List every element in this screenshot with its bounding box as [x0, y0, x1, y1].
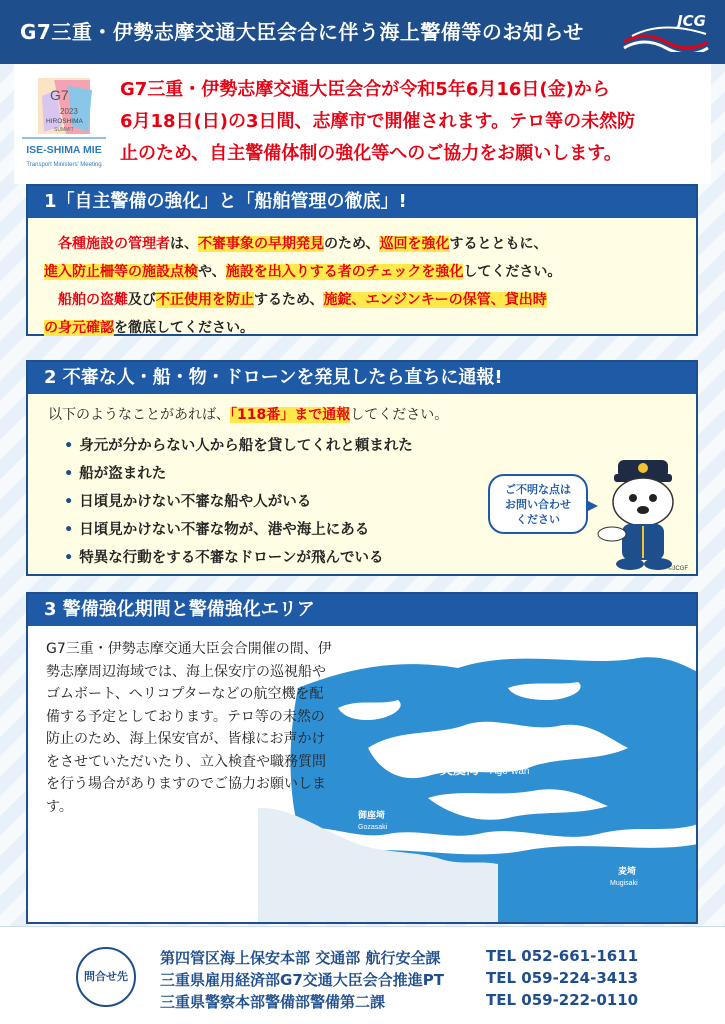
- g7-summit-logo: [20, 76, 108, 172]
- contact-footer: [0, 926, 725, 1024]
- intro-text: [120, 74, 700, 170]
- contact-badge: 問合せ先: [76, 947, 136, 1007]
- report-lead: [28, 394, 696, 424]
- intro-line: 6月18日(日)の3日間、志摩市で開催されます。テロ等の未然防: [120, 111, 636, 132]
- body-text: は、: [170, 236, 198, 252]
- logo-summit: SUMMIT: [54, 127, 74, 133]
- list-item-text: 特異な行動をする不審なドローンが飛んでいる: [79, 550, 384, 566]
- lead-text: してください。: [350, 407, 449, 423]
- contact-tel: TEL 059-224-3413: [486, 969, 639, 987]
- list-item: • 日頃見かけない不審な船や人がいる: [64, 494, 312, 510]
- contact-tel: TEL 052-661-1611: [486, 947, 639, 965]
- jcg-logo-text: JCG: [677, 12, 706, 30]
- map-label-cape1-en: Gozasaki: [358, 824, 388, 831]
- map-label-cape2: 麦埼: [618, 867, 637, 877]
- list-item-text: 船が盗まれた: [79, 466, 167, 482]
- emphasis-text: 船舶の盗難: [58, 292, 128, 308]
- highlighted-text: 施錠、エンジンキーの保管、貸出時: [323, 292, 547, 308]
- highlighted-text: 不正使用を防止: [156, 292, 254, 308]
- body-text: するとともに、: [449, 236, 548, 252]
- bubble-line: ご不明な点は: [505, 483, 571, 496]
- intro-panel: [14, 64, 711, 184]
- body-text: のため、: [324, 236, 380, 252]
- body-text: 及び: [128, 292, 156, 308]
- coast-guard-mascot-icon: [588, 454, 698, 574]
- security-paragraph: G7三重・伊勢志摩交通大臣会合開催の間、伊勢志摩周辺海域では、海上保安庁の巡視船やゴムボート、ヘリコプターなどの航空機を配備する予定としております。テロ等の未然の防止のため、海上保安官が、皆様にお声かけをさせていただいたり、立入検査や職務質問を行う場合がありますのでご協力お願いします。: [46, 641, 332, 815]
- map-label-cape2-en: Mugisaki: [610, 880, 638, 887]
- emphasis-text: 各種施設の管理者: [58, 236, 170, 252]
- list-item-text: 日頃見かけない不審な物が、港や海上にある: [79, 522, 370, 538]
- paragraph-line: [44, 258, 682, 286]
- highlighted-text: 不審事象の早期発見: [198, 236, 324, 252]
- lead-text: 以下のようなことがあれば、: [48, 407, 230, 423]
- paragraph-line: [44, 314, 682, 342]
- mascot-credit: ©JCGF: [667, 566, 689, 572]
- logo-g7: G7: [50, 87, 69, 103]
- section-self-security: [26, 184, 698, 336]
- contact-org: 三重県警察本部警備部警備第二課: [160, 993, 386, 1011]
- bubble-line: ください: [516, 513, 560, 526]
- list-item: • 特異な行動をする不審なドローンが飛んでいる: [64, 550, 384, 566]
- map-label-bay: 英虞湾: [440, 763, 480, 778]
- paragraph-line: [44, 286, 682, 314]
- logo-meeting: Transport Ministers' Meeting: [26, 162, 102, 168]
- contact-org: 第四管区海上保安本部 交通部 航行安全課: [160, 949, 441, 967]
- speech-bubble: [488, 474, 588, 534]
- section-security-area: [26, 592, 698, 924]
- section-body: [28, 218, 696, 342]
- page-header: [0, 0, 725, 64]
- body-text: するため、: [254, 292, 324, 308]
- emergency-number: 「118番」まで通報: [230, 407, 351, 423]
- section-title: 1「自主警備の強化」と「船舶管理の徹底」!: [28, 186, 696, 218]
- logo-year: 2023: [60, 107, 78, 116]
- highlighted-text: 進入防止柵等の施設点検: [44, 264, 198, 280]
- logo-brand: HIROSHIMA: [46, 118, 83, 125]
- intro-line: G7三重・伊勢志摩交通大臣会合が令和5年6月16日(金)から: [120, 79, 610, 100]
- list-item: • 船が盗まれた: [64, 466, 167, 482]
- list-item: • 日頃見かけない不審な物が、港や海上にある: [64, 522, 370, 538]
- highlighted-text: 施設を出入りする者のチェックを強化: [225, 264, 464, 280]
- section-title: 3 警備強化期間と警備強化エリア: [28, 594, 696, 626]
- map-label-bay-en: Ago-wan: [490, 766, 530, 777]
- body-text: してください。: [463, 264, 562, 280]
- contact-org: 三重県雇用経済部G7交通大臣会合推進PT: [160, 971, 444, 989]
- section-report: [26, 360, 698, 576]
- body-text: を徹底してください。: [114, 320, 254, 336]
- intro-line: 止のため、自主警備体制の強化等へのご協力をお願いします。: [120, 143, 622, 164]
- highlighted-text: 巡回を強化: [379, 236, 450, 252]
- jcg-logo: [622, 12, 710, 52]
- contact-tel: TEL 059-222-0110: [486, 991, 639, 1009]
- list-item-text: 身元が分からない人から船を貸してくれと頼まれた: [79, 438, 413, 454]
- list-item-text: 日頃見かけない不審な船や人がいる: [79, 494, 312, 510]
- body-text: や、: [198, 264, 226, 280]
- highlighted-text: の身元確認: [44, 320, 114, 336]
- paragraph-line: [44, 230, 682, 258]
- map-label-cape1: 御座埼: [358, 811, 386, 821]
- section-title: 2 不審な人・船・物・ドローンを発見したら直ちに通報!: [28, 362, 696, 394]
- list-item: • 身元が分からない人から船を貸してくれと頼まれた: [64, 438, 413, 454]
- logo-venue: ISE-SHIMA MIE: [26, 144, 102, 156]
- bubble-line: お問い合わせ: [505, 498, 571, 511]
- page-title: G7三重・伊勢志摩交通大臣会合に伴う海上警備等のお知らせ: [20, 20, 584, 44]
